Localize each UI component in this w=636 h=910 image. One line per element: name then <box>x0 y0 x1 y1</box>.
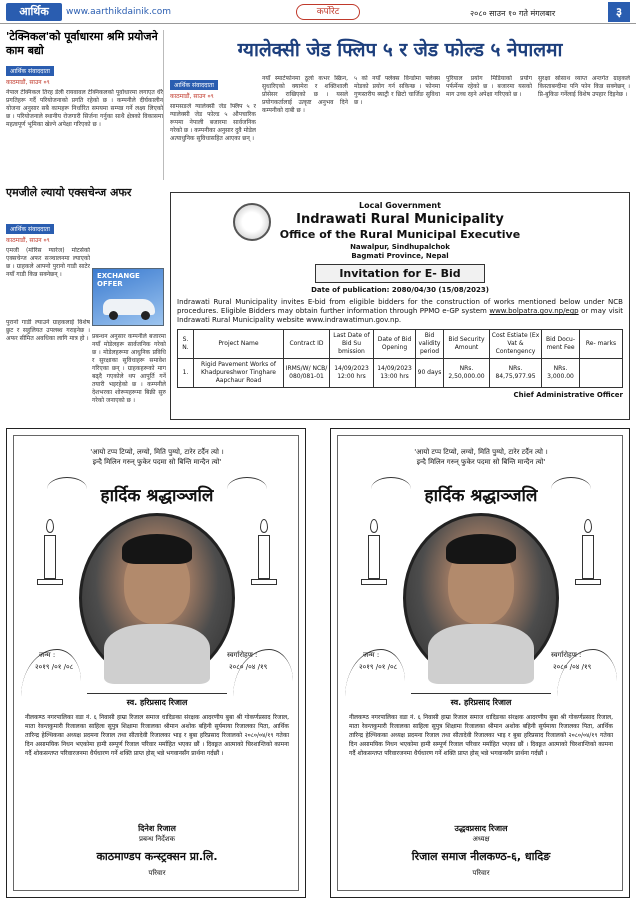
candle-icon <box>35 519 65 599</box>
headline-article-body-5: सुरक्षा स्रोसाथ व्याप्त अन्तर्गत ग्राहकले किस्ताबन्दीमा पनि फोन किन्न सक्नेछन् । प्रि-बुकिङ गर्नेलाई विशेष उपहार दिइनेछ । <box>538 75 630 98</box>
tender-invitation-title: Invitation for E- Bid <box>315 264 485 283</box>
obituary-title: हार्दिक श्रद्धाञ्जलि <box>424 486 538 506</box>
obituary-family: परिवार <box>472 869 490 877</box>
obituary-signer-role: प्रबन्ध निर्देशक <box>139 835 175 843</box>
ad-article-body: एमजी (मोरिस ग्यारेज) मोटर्सको एक्सचेन्ज अफर सञ्चालनमा ल्याएको छ । ग्राहकले आफ्नो पुरानो गाडी साटेर नयाँ गाडी किन्न सक्नेछन् । <box>6 247 90 278</box>
headline-article-col-2 <box>262 72 348 182</box>
headline-article-byline: काठमाडौं, साउन ०९ <box>170 93 214 100</box>
candle-icon <box>573 519 603 599</box>
obituary-family: परिवार <box>148 869 166 877</box>
tender-publication-date: Date of publication: 2080/04/30 (15/08/2023) <box>311 286 489 294</box>
masthead <box>0 0 636 24</box>
ad-caption-text: प्रबन्धन अनुसार कम्पनीले बजारमा नयाँ मोडेलहरू सार्वजनिक गरेको छ । मोडेलहरूमा आधुनिक प्रविधि र सुरक्षाका सुविधाहरू समावेश गरिएका छन् । ग्राहकहरूको माग बढ्दै गएकोले थप आपूर्ति गर्ने तयारी भइरहेको छ । कम्पनीले देशभरका शोरूमहरूमा बिक्री सुरु गरेको जनाएको छ । <box>92 333 166 404</box>
obituary-quote-line-1: 'आयो टप्प टिप्यो, लग्यो, मिति पुग्यो, टारेर टर्दैन त्यो । <box>90 448 224 456</box>
headline-article-col-4 <box>446 72 532 182</box>
left-article-tag: आर्थिक संवाददाता <box>6 66 54 76</box>
obituary-signer: दिनेश रिजाल <box>138 824 176 833</box>
cell-last-date: 14/09/2023 12:00 hrs <box>330 359 374 388</box>
tender-municipality: Indrawati Rural Municipality <box>296 212 504 227</box>
obituary-quote <box>351 447 611 467</box>
deceased-name: स्व. हरिप्रसाद रिजाल <box>126 698 188 707</box>
page-number: ३ <box>608 2 630 22</box>
headline-article-tag: आर्थिक संवाददाता <box>170 80 218 90</box>
death-date: २०८० /०४ /१९ <box>229 663 268 671</box>
name-divider <box>411 693 551 694</box>
birth-label: जन्म : <box>363 651 380 659</box>
obituary-text: नीलकण्ठ नगरपालिका वडा नं. ६ निवासी हाम्रा रिजाल समाज धादिङका संरक्षक आदरणीय बुबा श्री गोकर्णप्रसाद रिजाल, माता रेवन्तकुमारी रिजालका साहिला सुपुत्र शिक्षामा रिजालका श्रीमान अशोक बहिनी सुर्यमाया रिजालका पिता, आर्थिक तारिन्द्र हेल्थिकका अध्यक्ष प्रदमना रिजाल तथा सीतादेवी रिजालका भाइ र बुबा हरिप्रसाद रिजालको २०८०/०४/१९ गतेका दिन असामयिक निधन भएकोमा हामी सम्पूर्ण रिजाल परिवार मर्माहित भएका छौं । दिवङ्गत आत्माको चिरशान्तिको कामना गर्दै शोकसन्तप्त परिवारजनमा धैर्यधारण गर्ने शक्ति प्राप्त होस् भन्ने भगवानसँग प्रार्थना गर्दछौं । <box>349 714 613 757</box>
wheel-icon <box>141 311 150 320</box>
birth-label: जन्म : <box>39 651 56 659</box>
egp-link[interactable]: www.bolpatra.gov.np/egp <box>489 307 579 315</box>
ad-image-caption <box>92 330 166 414</box>
deceased-portrait <box>79 513 235 683</box>
tender-local-government: Local Government <box>359 201 441 210</box>
name-divider <box>87 693 227 694</box>
obituary-quote-line-2: इन्दै मिलिन गरुन् फुकेर पदमा सो बिन्ति मान्दैन त्यो' <box>416 458 546 466</box>
col-remarks: Re- marks <box>580 330 623 359</box>
obituary-signer-role: अध्यक्ष <box>472 835 490 843</box>
table-row <box>178 359 623 388</box>
ad-article-body-2: पुरानो गाडी ल्याउने ग्राहकलाई विशेष छुट र सहुलियत उपलब्ध गराइनेछ । अफर सीमित अवधिका लागि मात्र हो । <box>6 319 90 342</box>
death-date: २०८० /०४ /१९ <box>553 663 592 671</box>
main-headline: ग्यालेक्सी जेड फ्लिप ५ र जेड फोल्ड ५ नेपालमा <box>237 39 563 61</box>
obituary-organization: काठमाण्डप कन्स्ट्रक्सन प्रा.लि. <box>96 850 218 863</box>
tender-description-a: Indrawati Rural Municipality invites E-bid from eligible bidders for the construction of works mentioned below under NCB procedures. Eligible Bidders may obtain further information through PPMO e-GP system <box>177 298 623 315</box>
tender-notice <box>170 192 630 420</box>
tender-description-b: or may visit Indrawati Rural Municipality website www.indrawatimun.gov.np. <box>177 307 623 324</box>
obituary-text: नीलकण्ठ नगरपालिका वडा नं. ६ निवासी हाम्रा रिजाल समाज धादिङका संरक्षक आदरणीय बुबा श्री गोकर्णप्रसाद रिजाल, माता रेवन्तकुमारी रिजालका साहिला सुपुत्र शिक्षामा रिजालका श्रीमान अशोक बहिनी सुर्यमाया रिजालका पिता, आर्थिक तारिन्द्र हेल्थिकका अध्यक्ष प्रदमना रिजाल तथा सीतादेवी रिजालका भाइ र बुबा हरिप्रसाद रिजालको २०८०/०४/१९ गतेका दिन असामयिक निधन भएकोमा हामी सम्पूर्ण रिजाल परिवार मर्माहित भएका छौं । दिवङ्गत आत्माको चिरशान्तिको कामना गर्दै शोकसन्तप्त परिवारजनमा धैर्यधारण गर्ने शक्ति प्राप्त होस् भन्ने भगवानसँग प्रार्थना गर्दछौं । <box>25 714 289 757</box>
left-article-title: 'टेक्निकल'को पूर्वाधारमा श्रमि प्रयोजने काम बद्यो <box>6 30 158 57</box>
headline-article-col-3 <box>354 72 440 182</box>
obituary-left <box>6 428 306 898</box>
headline-article-col-1 <box>170 72 256 182</box>
obituary-right <box>330 428 630 898</box>
headline-article-col-5 <box>538 72 630 182</box>
col-last-date: Last Date of Bid Su bmission <box>330 330 374 359</box>
tender-province: Bagmati Province, Nepal <box>351 252 449 260</box>
ad-article-tag: आर्थिक संवाददाता <box>6 224 54 234</box>
site-url[interactable]: www.aarthikdainik.com <box>66 7 172 17</box>
col-contract-id: Contract ID <box>284 330 330 359</box>
nepal-emblem-icon <box>233 203 271 241</box>
col-security-amount: Bid Security Amount <box>444 330 490 359</box>
newspaper-logo[interactable]: आर्थिक <box>6 3 62 21</box>
cell-validity: 90 days <box>416 359 444 388</box>
wheel-icon <box>109 311 118 320</box>
cell-remarks <box>580 359 623 388</box>
tender-description <box>177 298 623 325</box>
death-label: स्वर्गारोहण : <box>227 651 258 659</box>
col-cost-estimate: Cost Estiate (Ex Vat & Contengency <box>490 330 542 359</box>
bid-table-header <box>178 330 623 359</box>
tender-signatory: Chief Administrative Officer <box>513 391 623 399</box>
deceased-portrait <box>403 513 559 683</box>
col-document-fee: Bid Docu- ment Fee <box>542 330 580 359</box>
tender-address: Nawalpur, Sindhupalchok <box>350 243 450 251</box>
cell-document-fee: NRs. 3,000.00 <box>542 359 580 388</box>
cell-security-amount: NRs. 2,50,000.00 <box>444 359 490 388</box>
col-validity: Bid validity period <box>416 330 444 359</box>
obituary-quote <box>27 447 287 467</box>
headline-article-body-1: सामसङले ग्यालेक्सी जेड फ्लिप ५ र ग्यालेक्सी जेड फोल्ड ५ औपचारिक रूपमा नेपाली बजारमा सार्वजनिक गरेको छ । कम्पनीका अनुसार दुवै मोडेल अत्याधुनिक सुविधासहित आएका छन् । <box>170 103 256 142</box>
cell-project-name: Rigid Pavement Works of Khadpureshwor Tinghare Aapchaur Road <box>194 359 284 388</box>
obituary-signer: उद्धवप्रसाद रिजाल <box>454 824 508 833</box>
bid-table <box>177 329 623 388</box>
candle-icon <box>359 519 389 599</box>
cell-contract-id: IRMS/W/ NCB/ 080/081-01 <box>284 359 330 388</box>
col-sn: S. N. <box>178 330 194 359</box>
col-project-name: Project Name <box>194 330 284 359</box>
obituary-title: हार्दिक श्रद्धाञ्जलि <box>100 486 214 506</box>
tender-office: Office of the Rural Municipal Executive <box>279 228 521 241</box>
col-opening-date: Date of Bid Opening <box>374 330 416 359</box>
ad-article-title: एमजीले ल्यायो एक्सचेन्ज अफर <box>6 186 132 199</box>
obituary-organization: रिजाल समाज नीलकण्ठ-६, धादिङ <box>411 850 551 863</box>
issue-date: २०८० साउन १० गते मंगलबार <box>470 9 556 18</box>
left-article-byline: काठमाडौं, साउन ०९ <box>6 79 50 86</box>
deceased-name: स्व. हरिप्रसाद रिजाल <box>450 698 512 707</box>
left-article-body: नेपाल टेक्निकल तिरह डेली रायवावल टेक्निकलको पूर्वाधारमा लगाएत धेरै प्रगतिहरू गर्दै परियोजनाको प्रगति रहेको छ । कम्पनीले दीर्घकालीन योजना अनुसार सबै कामहरू निर्धारित समयमा सम्पन्न गर्ने लक्ष्य लिएको छ । परियोजनाले स्थानीय रोजगारी सिर्जना गर्नुका साथै क्षेत्रको विकासमा महत्वपूर्ण भूमिका खेल्ने अपेक्षा गरिएको छ । <box>6 89 163 128</box>
section-tag: कर्पोरेट <box>296 4 360 20</box>
birth-date: २०१९ /०१ /०८ <box>35 663 74 671</box>
exchange-offer-label: EXCHANGE OFFER <box>97 272 140 288</box>
cell-sn: 1. <box>178 359 194 388</box>
left-article <box>6 30 164 180</box>
obituary-quote-line-2: इन्दै मिलिन गरुन् फुकेर पदमा सो बिन्ति मान्दैन त्यो' <box>92 458 222 466</box>
cell-cost-estimate: NRs. 84,75,977.95 <box>490 359 542 388</box>
ad-article-body-continued <box>6 316 90 410</box>
birth-date: २०१९ /०१ /०८ <box>359 663 398 671</box>
cell-opening-date: 14/09/2023 13:00 hrs <box>374 359 416 388</box>
ad-article-byline: काठमाडौं, साउन ०९ <box>6 237 50 244</box>
headline-article-body-3: ५ को नयाँ फ्लेक्स विन्डोमा फ्लेक्स मोडको प्रयोग गर्न सकिन्छ । फोनमा गुणस्तरीय ब्याट्री र छिटो चार्जिङ सुविधा छ । <box>354 75 440 106</box>
obituary-quote-line-1: 'आयो टप्प टिप्यो, लग्यो, मिति पुग्यो, टारेर टर्दैन त्यो । <box>414 448 548 456</box>
exchange-offer-image <box>92 268 164 326</box>
headline-article-body-2: नयाँ स्मार्टफोनमा ठूलो कभर स्क्रिन, सुधारिएको क्यामेरा र शक्तिशाली प्रोसेसर राखिएको छ । यसले प्रयोगकर्तालाई उत्कृष्ट अनुभव दिने कम्पनीको दाबी छ । <box>262 75 348 114</box>
candle-icon <box>249 519 279 599</box>
ad-article-meta <box>6 216 90 316</box>
death-label: स्वर्गारोहण : <box>551 651 582 659</box>
headline-article-body-4: पुरियाल प्रयोग मिडियाको प्रयोग पर्फर्मेन्स रहेको छ । बजारमा यसको माग उच्च रहने अपेक्षा गरिएको छ । <box>446 75 532 98</box>
